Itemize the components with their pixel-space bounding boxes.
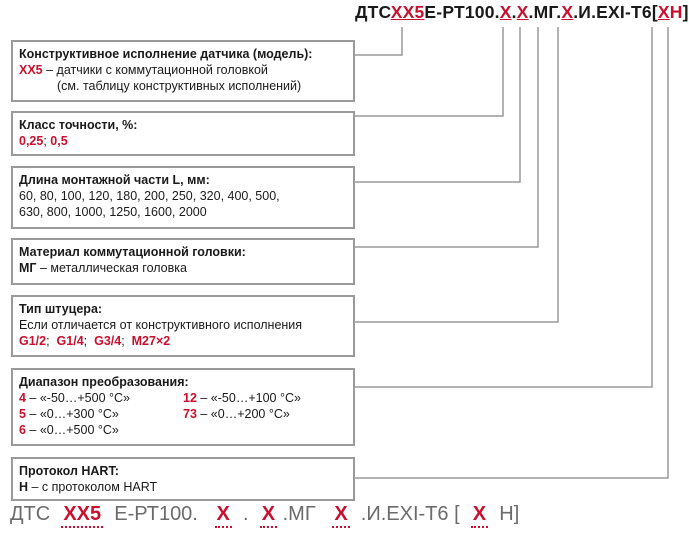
range-desc-5: – «0…+300 °С» [25,407,119,421]
fitting-sep-3: ; [121,334,125,348]
hart-line [19,479,347,495]
model-line1 [19,62,347,78]
accuracy-v1: 0,25 [19,134,44,148]
code-sensor: Е-РТ100. [424,2,500,22]
bcode-model: ХХ5 [61,503,103,528]
code-bracket-close: ] [682,2,689,22]
range-item-6 [19,422,183,438]
range-code-12: 12 [183,391,197,405]
length-line2: 630, 800, 1000, 1250, 1600, 2000 [19,205,207,219]
bcode-prefix: ДТС [10,503,51,525]
connector-model [355,27,402,55]
accuracy-values [19,133,347,149]
length-title: Длина монтажной части L, мм: [19,173,210,187]
bcode-fitting: Х [332,503,349,528]
range-item-12 [183,390,347,406]
length-box [11,166,355,229]
range-columns [19,390,347,438]
head-box [11,238,355,285]
bcode-dot: . [243,503,249,525]
range-desc-6: – «0…+500 °С» [25,423,119,437]
range-item-4 [19,390,183,406]
accuracy-title: Класс точности, %: [19,118,138,132]
model-desc: – датчики с коммутационной головкой [42,63,268,77]
model-box [11,40,355,102]
bcode-hart: Н] [499,503,520,525]
hart-box [11,457,355,501]
fitting-g14: G1/4 [56,334,84,348]
fitting-title: Тип штуцера: [19,302,103,316]
model-title: Конструктивное исполнение датчика (модель): [19,47,313,61]
code-range: Х [657,2,670,22]
range-desc-4: – «-50…+500 °С» [25,391,130,405]
fitting-box [11,295,355,357]
head-code: МГ [19,261,37,275]
range-code-4: 4 [19,391,26,405]
bcode-range: Х [471,503,488,528]
connector-head [355,27,538,247]
bcode-sensor: Е-РТ100. [114,503,198,525]
range-item-5 [19,406,183,422]
code-model: ХХ5 [390,2,425,22]
bcode-length: Х [260,503,277,528]
code-fitting: Х [561,2,574,22]
range-col-left [19,390,183,438]
code-dot: . [511,2,517,22]
code-head: .МГ. [528,2,562,22]
fitting-sep-2: ; [83,334,88,348]
hart-code: Н [19,480,29,494]
range-desc-73: – «0…+200 °С» [196,407,290,421]
code-hart: Н [669,2,683,22]
code-length: Х [516,2,529,22]
accuracy-v2: 0,5 [50,134,68,148]
connector-hart [355,27,668,478]
range-desc-12: – «-50…+100 °С» [196,391,301,405]
head-line [19,260,347,276]
range-code-5: 5 [19,407,26,421]
bcode-bracket-open: [ [454,503,460,525]
code-bracket-open: [ [651,2,658,22]
fitting-g12: G1/2 [19,334,47,348]
fitting-options [19,333,347,349]
model-code: ХХ5 [19,63,43,77]
fitting-line1: Если отличается от конструктивного исполнения [19,318,303,332]
model-line2: (см. таблицу конструктивных исполнений) [57,79,302,93]
range-box [11,368,355,446]
range-code-6: 6 [19,423,26,437]
accuracy-box [11,111,355,156]
code-accuracy: Х [499,2,512,22]
head-title: Материал коммутационной головки: [19,245,246,259]
length-line1: 60, 80, 100, 120, 180, 200, 250, 320, 400, 500, [19,189,280,203]
range-col-right [183,390,347,438]
range-code-73: 73 [183,407,197,421]
range-item-73 [183,406,347,422]
bcode-head: .МГ [282,503,316,525]
connector-accuracy [355,27,503,116]
connector-length [355,27,520,182]
bcode-accuracy: Х [215,503,232,528]
code-prefix: ДТС [355,2,391,22]
hart-title: Протокол HART: [19,464,119,478]
accuracy-sep: ; [43,134,51,148]
fitting-m27: М27×2 [131,334,171,348]
head-desc: – металлическая головка [36,261,187,275]
code-exi: .И.EXI-Т6 [573,2,652,22]
fitting-sep-1: ; [46,334,50,348]
hart-desc: – с протоколом HART [28,480,158,494]
fitting-g34: G3/4 [94,334,122,348]
bcode-exi: .И.EXI-Т6 [360,503,449,525]
range-title: Диапазон преобразования: [19,375,189,389]
connector-fitting [355,27,558,322]
model-code-template [10,503,519,528]
